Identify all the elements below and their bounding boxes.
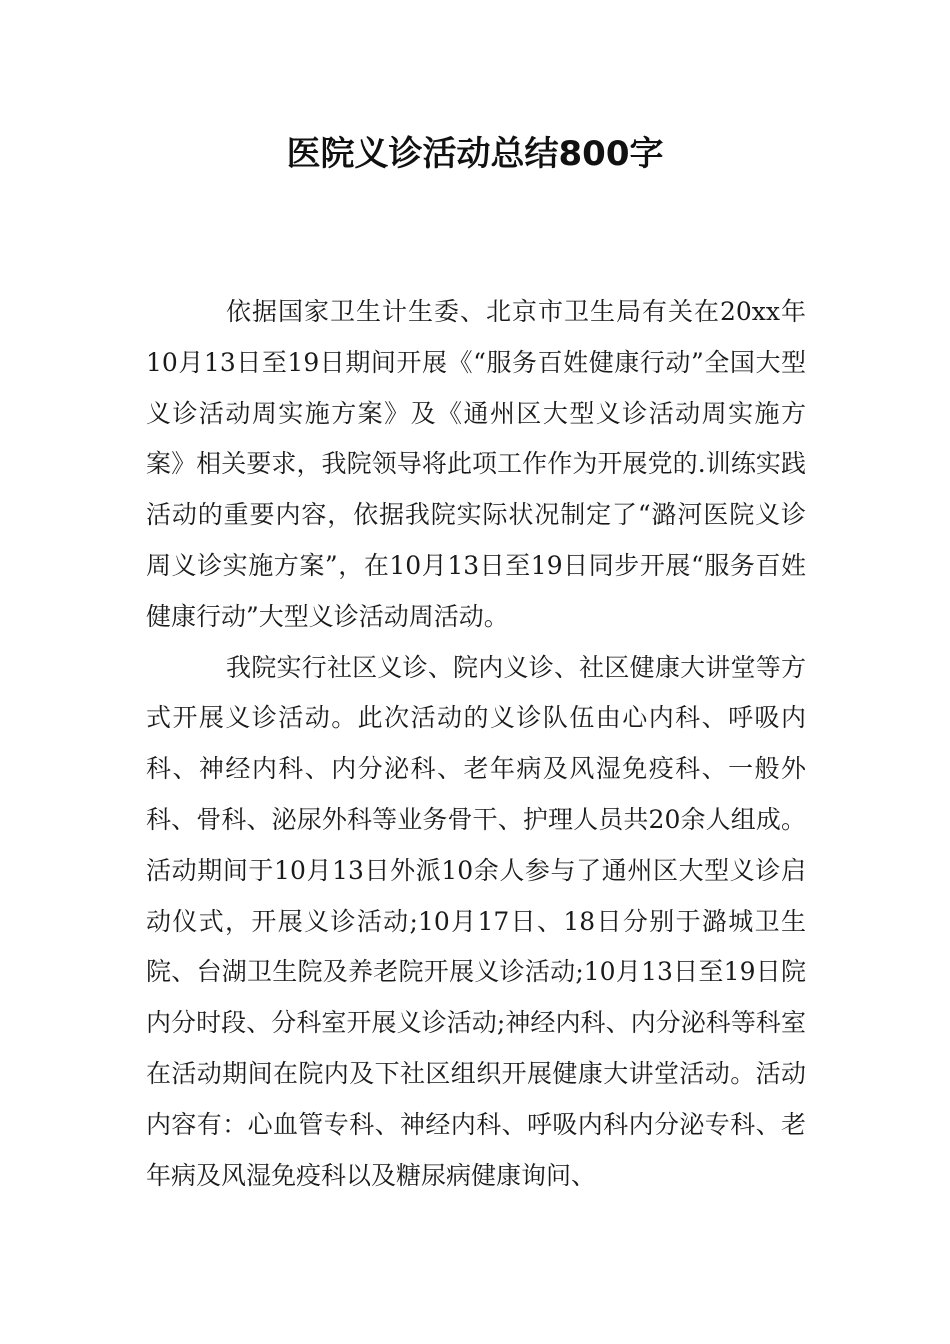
document-title: 医院义诊活动总结800字 <box>286 134 664 174</box>
paragraph: 我院实行社区义诊、院内义诊、社区健康大讲堂等方式开展义诊活动。此次活动的义诊队伍由心内科、呼吸内科、神经内科、内分泌科、老年病及风湿免疫科、一般外科、骨科、泌尿外科等业务骨干、护理人员共20余人组成。活动期间于10月13日外派10余人参与了通州区大型义诊启动仪式，开展义诊活动;10月17日、18日分别于潞城卫生院、台湖卫生院及养老院开展义诊活动;10月13日至19日院内分时段、分科室开展义诊活动;神经内科、内分泌科等科室在活动期间在院内及下社区组织开展健康大讲堂活动。活动内容有：心血管专科、神经内科、呼吸内科内分泌专科、老年病及风湿免疫科以及糖尿病健康询问、 <box>146 652 806 1190</box>
paragraph: 依据国家卫生计生委、北京市卫生局有关在20xx年10月13日至19日期间开展《“服务百姓健康行动”全国大型义诊活动周实施方案》及《通州区大型义诊活动周实施方案》相关要求，我院领导将此项工作作为开展党的.训练实践活动的重要内容，依据我院实际状况制定了“潞河医院义诊周义诊实施方案”，在10月13日至19日同步开展“服务百姓健康行动”大型义诊活动周活动。 <box>146 297 806 631</box>
document-body <box>146 287 806 1201</box>
